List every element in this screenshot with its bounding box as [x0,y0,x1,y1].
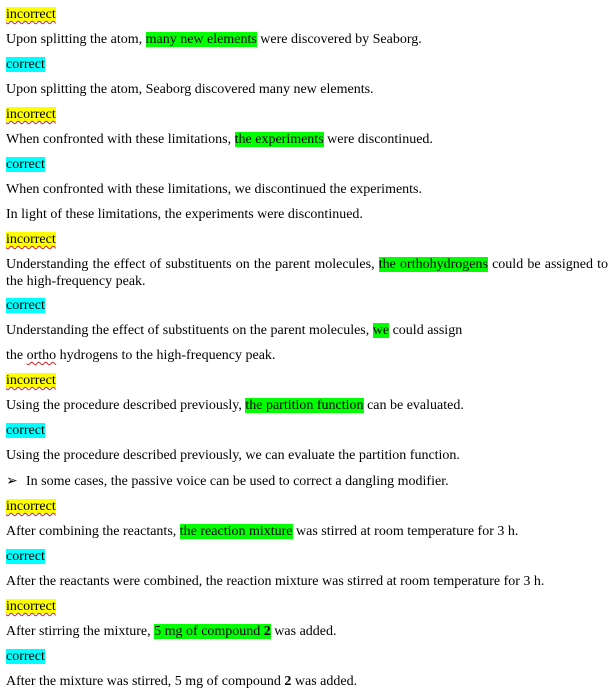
correct-sentence: In light of these limitations, the experiments were discontinued. [6,207,363,222]
label-correct: correct [6,649,45,664]
label-incorrect: incorrect [6,107,56,122]
incorrect-sentence: Upon splitting the atom, many new elements were discovered by Seaborg. [6,32,422,47]
correct-sentence: After the reactants were combined, the reaction mixture was stirred at room temperature for 3 h. [6,574,545,589]
label-incorrect: incorrect [6,232,56,247]
incorrect-sentence: Understanding the effect of substituents on the parent molecules, the orthohydrogens could be assigned to the high-frequency peak. [6,257,609,289]
correct-sentence: Using the procedure described previously, we can evaluate the partition function. [6,448,460,463]
label-incorrect: incorrect [6,599,56,614]
label-incorrect: incorrect [6,499,56,514]
note-bullet-item: ➢ In some cases, the passive voice can be used to correct a dangling modifier. [6,474,449,489]
correct-sentence: Upon splitting the atom, Seaborg discovered many new elements. [6,82,374,97]
correct-sentence: Understanding the effect of substituents on the parent molecules, we could assign [6,323,463,338]
incorrect-sentence: Using the procedure described previously, the partition function can be evaluated. [6,398,464,413]
incorrect-sentence: After stirring the mixture, 5 mg of compound 2 was added. [6,624,337,639]
incorrect-sentence: When confronted with these limitations, the experiments were discontinued. [6,132,433,147]
label-correct: correct [6,298,45,313]
correct-sentence-continued: the ortho hydrogens to the high-frequency peak. [6,348,276,363]
correct-sentence: When confronted with these limitations, we discontinued the experiments. [6,182,423,197]
arrow-bullet-icon: ➢ [6,474,18,489]
incorrect-sentence: After combining the reactants, the reaction mixture was stirred at room temperature for 3 h. [6,524,519,539]
label-correct: correct [6,549,45,564]
label-correct: correct [6,423,45,438]
label-correct: correct [6,57,45,72]
label-incorrect: incorrect [6,373,56,388]
label-correct: correct [6,157,45,172]
correct-sentence: After the mixture was stirred, 5 mg of compound 2 was added. [6,674,358,689]
label-incorrect: incorrect [6,7,56,22]
